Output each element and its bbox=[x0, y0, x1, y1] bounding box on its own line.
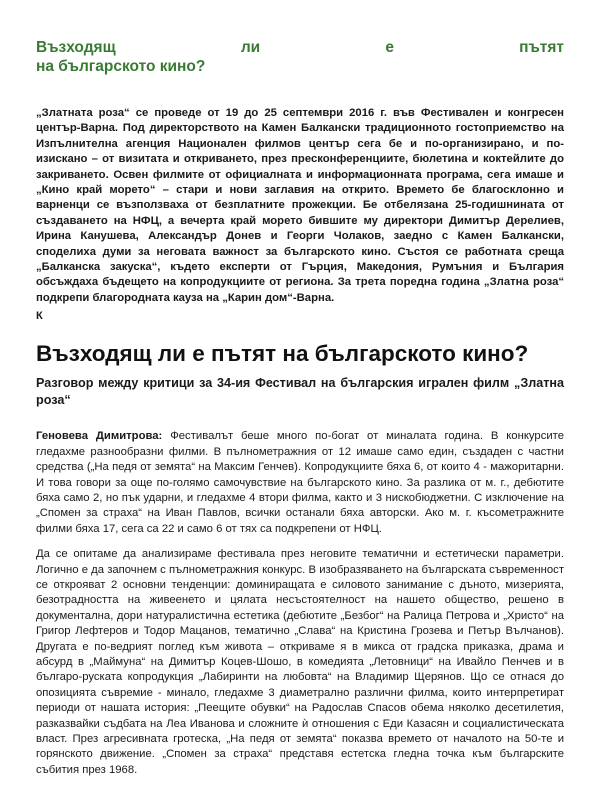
heading-word: ли bbox=[240, 39, 261, 56]
intro-mark: К bbox=[36, 310, 43, 323]
paragraph-1-text: Фестивалът беше много по-богат от миналата година. В конкурсите гледахме разнообразни филми. В пълнометражния от 12 имаше само един, създаден с частни средства („На педя от земята“ на Максим Генчев). Копродукциите бяха 6, от които 4 - мажоритарни. И това говори за още по-голямо самочувствие на българското кино. За разлика от м. г., дебютите бяха само 2, но пък ударни, и гледахме 4 втори филма, както и 3 нискобюджетни. С изключение на „Спомен за страха“ на Иван Павлов, всички останали бяха авторски. Ако м. г. късометражните филми бяха 17, сега са 22 и само 6 от тях са подкрепени от НФЦ. bbox=[36, 430, 564, 535]
section-heading-line-2: на българското кино? bbox=[36, 58, 206, 75]
article-title: Възходящ ли е пътят на българското кино? bbox=[36, 341, 529, 367]
article-subtitle: Разговор между критици за 34-ия Фестивал на българския игрален филм „Златна роза“ bbox=[36, 376, 564, 408]
section-heading-line-1 bbox=[36, 38, 564, 57]
speaker-name: Геновева Димитрова: bbox=[36, 430, 163, 443]
heading-word: Възходящ bbox=[36, 39, 116, 56]
body-paragraph-1 bbox=[36, 429, 564, 537]
heading-word: пътят bbox=[519, 39, 564, 56]
section-heading bbox=[36, 38, 564, 76]
document-page bbox=[36, 38, 564, 778]
heading-word: е bbox=[385, 39, 394, 56]
body-paragraph-2: Да се опитаме да анализираме фестивала през неговите тематични и естетически параметри. Логично е да започнем с пълнометражния конкурс. В изобразяването на българската съвременност се открояват 2 основни тенденции: доминиращата е силовото занимание с дъното, мизерията, безотрадността на живеенето и цялата несъстоятелност на нашето общество, решено в документална, дори натуралистична естетика (дебютите „Безбог“ на Ралица Петрова и „Христо“ на Григор Лефтеров и Тодор Мацанов, тематично „Слава“ на Кристина Грозева и Петър Вълчанов). Другата е по-ведрият поглед към живота – откриваме я в микса от градска приказка, драма и абсурд в „Маймуна“ на Димитър Коцев-Шошо, в комедията „Летовници“ на Ивайло Пенчев и в българо-руската копродукция „Лабиринти на любовта“ на Владимир Щерянов. Що се отнася до опозицията съвремие - минало, гледахме 3 диаметрално различни филма, които интерпретират периоди от нашата история: „Пеещите обувки“ на Радослав Спасов обема няколко десетилетия, разказвайки съдбата на Леа Иванова и сложните ѝ отношения с Еди Казасян и социалистическата власт. През агресивната гротеска, „На педя от земята“ показва времето от началото на 50-те и горянското движение. „Спомен за страха“ представя естетска гледна точка към българските събития през 1968. bbox=[36, 548, 564, 776]
intro-paragraph: „Златната роза“ се проведе от 19 до 25 септември 2016 г. във Фестивален и конгресен център-Варна. Под директорството на Камен Балкански традиционното гостоприемство на Изпълнителна агенция Национален филмов център сега бе и по-организирано, и по-изискано – от визитата и откриването, през пресконференциите, бюлетина и коктейлите до закриването. Освен филмите от официалната и информационната програма, сега имаше и „Кино край морето“ – стари и нови заглавия на открито. Времето бе благосклонно и варненци се възползваха от безплатните прожекции. Бе отбелязана 25-годишнината от създаването на НФЦ, а вечерта край морето бившите му директори Димитър Дерелиев, Ирина Канушева, Александър Донев и Георги Чолаков, заедно с Камен Балкански, споделиха думи за неговата важност за българското кино. Състоя се работната среща „Балканска закуска“, където експерти от Гърция, Македония, Румъния и България обсъждаха бъдещето на копродукциите от региона. За трета поредна година „Златна роза“ подкрепи благородната кауза на „Карин дом“-Варна. bbox=[36, 107, 564, 304]
